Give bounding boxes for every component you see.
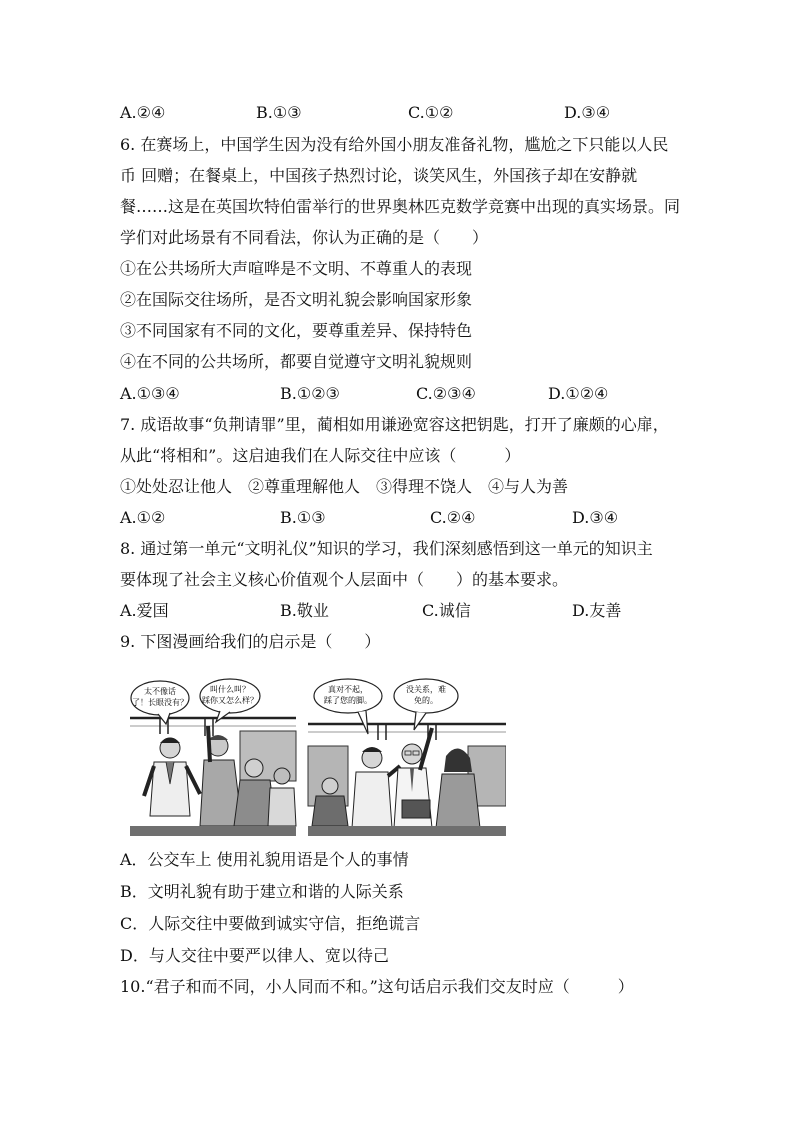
bubble-text: 了！长眼没有？	[132, 698, 188, 707]
bubble-text: 踩你又怎么样？	[202, 696, 258, 705]
q6-stem-line: 学们对此场景有不同看法，你认为正确的是（ ）	[120, 228, 489, 247]
bubble-text: 太不像话	[144, 687, 176, 696]
q10-stem: 10.“君子和而不同，小人同而不和。”这句话启示我们交友时应（ ）	[120, 977, 634, 996]
q8-stem-line: 8. 通过第一单元“文明礼仪”知识的学习，我们深刻感悟到这一单元的知识主	[120, 539, 653, 558]
q8-option-d: D.友善	[572, 601, 622, 620]
q6-option-c: C.②③④	[416, 384, 476, 403]
bubble-text: 没关系，难	[406, 685, 446, 694]
q8-stem-line: 要体现了社会主义核心价值观个人层面中（ ）的基本要求。	[120, 570, 569, 589]
q6-stem-line: 6. 在赛场上，中国学生因为没有给外国小朋友准备礼物，尴尬之下只能以人民	[120, 135, 669, 154]
q6-item: ③不同国家有不同的文化，要尊重差异、保持特色	[120, 321, 473, 340]
q6-item: ②在国际交往场所，是否文明礼貌会影响国家形象	[120, 290, 473, 309]
q9-option-b: B．文明礼貌有助于建立和谐的人际关系	[120, 882, 404, 901]
q8-option-a: A.爱国	[120, 601, 169, 620]
q8-option-c: C.诚信	[422, 601, 471, 620]
comic-panel-rude	[130, 676, 296, 836]
q7-option-a: A.①②	[120, 508, 166, 527]
q5-option-d: D.③④	[564, 103, 611, 122]
q6-item: ④在不同的公共场所，都要自觉遵守文明礼貌规则	[120, 352, 473, 371]
q5-option-c: C.①②	[408, 103, 454, 122]
bubble-text: 踩了您的脚。	[324, 696, 372, 705]
q9-stem: 9. 下图漫画给我们的启示是（ ）	[120, 632, 381, 651]
q7-option-d: D.③④	[572, 508, 619, 527]
q7-stem-line: 从此“将相和”。这启迪我们在人际交往中应该（ ）	[120, 446, 521, 465]
q7-stem-line: 7. 成语故事“负荆请罪”里，蔺相如用谦逊宽容这把钥匙，打开了廉颇的心扉，	[120, 415, 669, 434]
q5-option-b: B.①③	[256, 103, 302, 122]
q7-items: ①处处忍让他人 ②尊重理解他人 ③得理不饶人 ④与人为善	[120, 477, 569, 496]
q7-option-c: C.②④	[430, 508, 476, 527]
q6-item: ①在公共场所大声喧哗是不文明、不尊重人的表现	[120, 259, 473, 278]
q6-option-b: B.①②③	[280, 384, 340, 403]
q6-stem-line: 币 回赠；在餐桌上，中国孩子热烈讨论，谈笑风生，外国孩子却在安静就	[120, 166, 638, 185]
bubble-text: 真对不起，	[328, 685, 368, 694]
comic-panel-polite	[308, 676, 506, 836]
q9-option-d: D．与人交往中要严以律人、宽以待己	[120, 946, 389, 965]
q8-option-b: B.敬业	[280, 601, 329, 620]
q6-option-d: D.①②④	[548, 384, 609, 403]
q7-option-b: B.①③	[280, 508, 326, 527]
q6-stem-line: 餐……这是在英国坎特伯雷举行的世界奥林匹克数学竞赛中出现的真实场景。同	[120, 197, 681, 216]
q9-option-c: C．人际交往中要做到诚实守信，拒绝谎言	[120, 914, 421, 933]
comic-illustration	[130, 676, 506, 836]
bubble-text: 免的。	[414, 696, 438, 705]
bubble-text: 叫什么叫？	[210, 685, 250, 694]
q6-option-a: A.①③④	[120, 384, 180, 403]
q9-option-a: A．公交车上 使用礼貌用语是个人的事情	[120, 850, 409, 869]
q5-option-a: A.②④	[120, 103, 166, 122]
